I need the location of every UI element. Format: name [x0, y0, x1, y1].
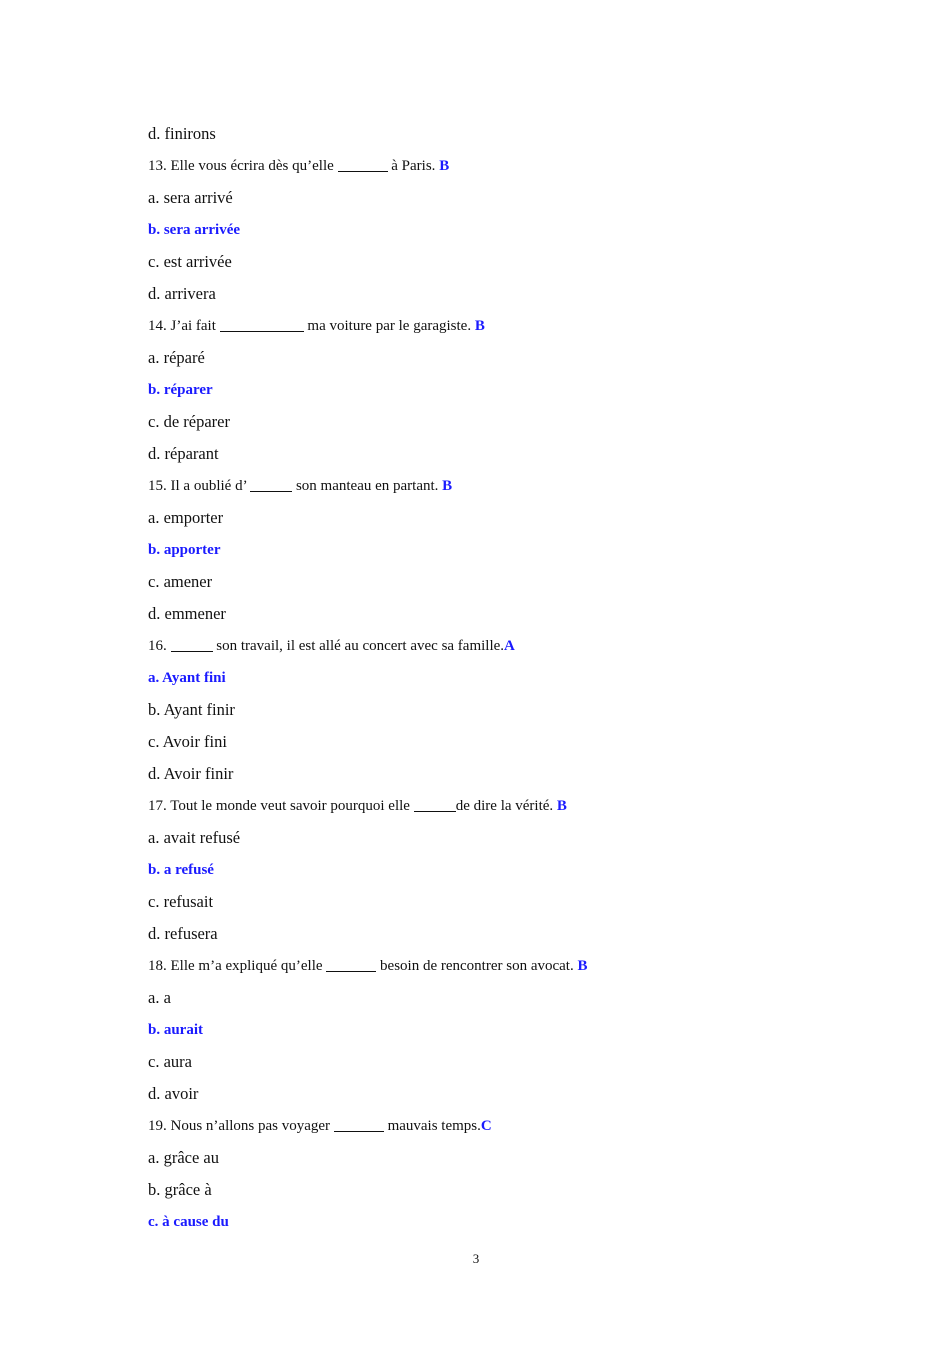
- answer-option: b. Ayant finir: [148, 700, 235, 719]
- question-text-before: 13. Elle vous écrira dès qu’elle: [148, 158, 338, 174]
- correct-option: b. aurait: [148, 1022, 204, 1038]
- question-text-before: 19. Nous n’allons pas voyager: [148, 1118, 334, 1134]
- correct-option: c. à cause du: [148, 1214, 229, 1230]
- question-text-before: 14. J’ai fait: [148, 318, 220, 334]
- answer-option: c. refusait: [148, 892, 214, 911]
- answer-option: d. Avoir finir: [148, 764, 234, 783]
- correct-option: a. Ayant fini: [148, 670, 226, 686]
- answer-option: c. aura: [148, 1052, 192, 1071]
- answer-blank: [414, 793, 456, 812]
- question-line: [148, 470, 868, 502]
- page-number: 3: [472, 1251, 480, 1266]
- answer-key: A: [504, 638, 515, 654]
- answer-key: B: [556, 798, 567, 814]
- answer-option: d. finirons: [148, 124, 216, 143]
- question-text-before: 18. Elle m’a expliqué qu’elle: [148, 958, 327, 974]
- answer-option: a. a: [148, 988, 171, 1007]
- correct-option: b. sera arrivée: [148, 222, 241, 238]
- answer-option: d. avoir: [148, 1084, 199, 1103]
- answer-option: d. réparant: [148, 444, 219, 463]
- answer-option: c. de réparer: [148, 412, 230, 431]
- question-line: [148, 1110, 868, 1142]
- question-text-after: besoin de rencontrer son avocat.: [376, 958, 578, 974]
- exercise-list: [148, 118, 868, 1238]
- answer-blank: [326, 953, 376, 972]
- question-text-before: 16.: [148, 638, 171, 654]
- answer-option: c. amener: [148, 572, 213, 591]
- answer-blank: [220, 313, 304, 332]
- answer-option: c. Avoir fini: [148, 732, 227, 751]
- correct-option: b. a refusé: [148, 862, 214, 878]
- answer-blank: [334, 1113, 384, 1132]
- question-text-after: mauvais temps.: [383, 1118, 481, 1134]
- answer-option: a. réparé: [148, 348, 205, 367]
- answer-blank: [171, 633, 213, 652]
- answer-key: B: [577, 958, 588, 974]
- question-text-after: son travail, il est allé au concert avec sa famille.: [212, 638, 505, 654]
- answer-option: a. avait refusé: [148, 828, 241, 847]
- answer-key: B: [442, 478, 453, 494]
- question-line: [148, 310, 868, 342]
- answer-option: b. grâce à: [148, 1180, 212, 1199]
- answer-option: a. sera arrivé: [148, 188, 233, 207]
- answer-option: a. grâce au: [148, 1148, 219, 1167]
- question-text-after: son manteau en partant.: [292, 478, 443, 494]
- answer-option: d. emmener: [148, 604, 226, 623]
- answer-blank: [250, 473, 292, 492]
- answer-option: c. est arrivée: [148, 252, 232, 271]
- answer-key: B: [439, 158, 450, 174]
- answer-blank: [338, 153, 388, 172]
- answer-option: d. refusera: [148, 924, 218, 943]
- question-text-after: à Paris.: [387, 158, 440, 174]
- answer-key: C: [480, 1118, 492, 1134]
- question-line: [148, 790, 868, 822]
- question-text-before: 15. Il a oublié d’: [148, 478, 251, 494]
- question-line: [148, 150, 868, 182]
- question-text-after: de dire la vérité.: [455, 798, 557, 814]
- question-text-after: ma voiture par le garagiste.: [303, 318, 475, 334]
- answer-key: B: [474, 318, 485, 334]
- question-line: [148, 630, 868, 662]
- correct-option: b. apporter: [148, 542, 221, 558]
- question-text-before: 17. Tout le monde veut savoir pourquoi elle: [148, 798, 414, 814]
- answer-option: a. emporter: [148, 508, 224, 527]
- question-line: [148, 950, 868, 982]
- correct-option: b. réparer: [148, 382, 213, 398]
- answer-option: d. arrivera: [148, 284, 216, 303]
